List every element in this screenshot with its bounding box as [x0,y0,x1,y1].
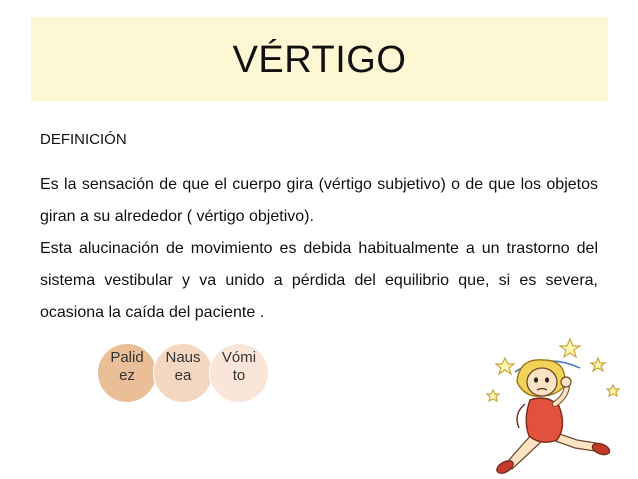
symptom-label-3 [210,349,268,385]
symptom-label-2-line-1: Naus [165,349,201,366]
paragraph-1: Es la sensación de que el cuerpo gira (vértigo subjetivo) o de que los objetos giran a su alrededor ( vértigo objetivo). [40,176,598,225]
symptom-label-3-line-1: Vómi [221,349,257,366]
symptom-label-1-line-1: Palid [110,349,144,366]
slide-title: VÉRTIGO [232,39,407,81]
dizzy-girl-illustration [485,330,625,475]
section-heading: DEFINICIÓN [40,131,127,148]
symptom-label-2 [154,349,212,385]
face-icon [527,368,557,396]
symptom-label-1 [98,349,156,385]
symptom-label-2-line-2: ea [174,367,192,384]
paragraph-2: Esta alucinación de movimiento es debida habitualmente a un trastorno del sistema vestibular y va unido a pérdida del equilibrio que, si es severa, ocasiona la caída del paciente . [40,240,598,321]
symptom-label-3-line-2: to [232,367,246,384]
symptom-label-1-line-2: ez [119,367,135,384]
